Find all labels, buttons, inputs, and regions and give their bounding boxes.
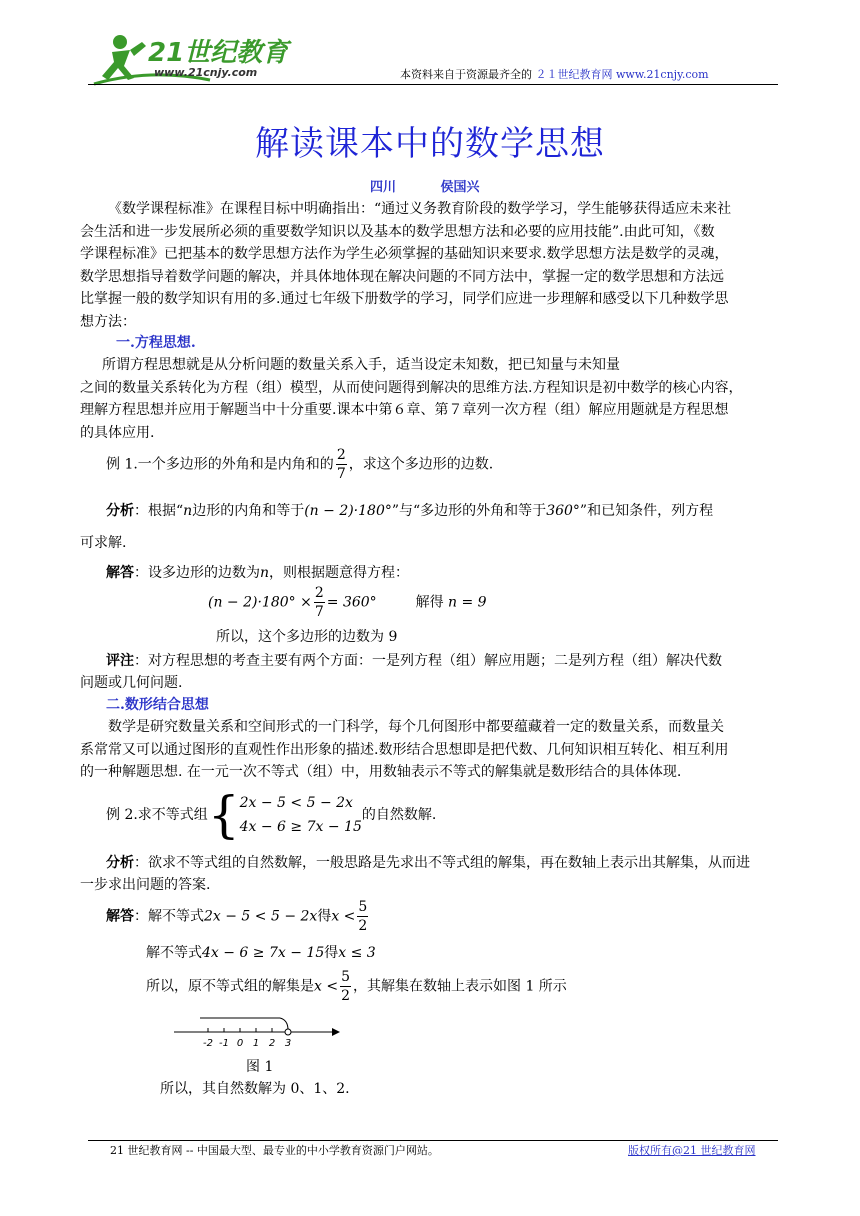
comment1-label: 评注: [106, 653, 134, 669]
final-answer: 所以，其自然数解为 0、1、2.: [160, 1081, 350, 1097]
intro-line: 会生活和进一步发展所必须的重要数学知识以及基本的数学思想方法和必要的应用技能”.由此可知，《数: [80, 223, 715, 240]
source-prefix: 本资料来自于资源最齐全的: [400, 68, 532, 81]
analysis1-label: 分析: [106, 503, 134, 519]
axis-tick-label: 0: [236, 1038, 244, 1049]
site-logo: [90, 30, 310, 90]
axis-tick-label: 2: [268, 1038, 276, 1049]
section1-paragraph: [80, 354, 782, 444]
sol1-fraction: $\frac{5}{2}$: [358, 899, 368, 934]
intro-line: 数学思想指导着数学问题的解决，并具体地体现在解决问题的不同方法中，掌握一定的数学思想和方法远: [80, 268, 724, 285]
answer2-line1: 解答：解不等式2x − 5 < 5 − 2x得x < $\frac{5}{2}$: [106, 899, 368, 934]
inequality-system: [240, 791, 362, 839]
section2-line: 数学是研究数量关系和空间形式的一门科学，每个几何图形中都要蕴藏着一定的数量关系，而数量关: [108, 719, 724, 735]
logo-text: 21世纪教育: [148, 38, 289, 68]
intro-line: 比掌握一般的数学知识有用的多.通过七年级下册数学的学习，同学们应进一步理解和感受以下几种数学思: [80, 291, 729, 307]
intro-line: 想方法：: [80, 313, 136, 330]
section2-paragraph: [80, 716, 782, 784]
solution-ray-end: [280, 1018, 288, 1030]
author-name: 侯国兴: [440, 180, 480, 195]
footer-copyright-link[interactable]: 版权所有@21 世纪教育网: [628, 1144, 756, 1157]
answer2-line3: 所以，原不等式组的解集是x < $\frac{5}{2}$ ，其解集在数轴上表示如图 1 所示: [146, 969, 567, 1004]
inequality-2: 4x − 6 ≥ 7x − 15: [239, 819, 362, 835]
analysis2: 分析：欲求不等式组的自然数解，一般思路是先求出不等式组的解集，再在数轴上表示出其解集，从而进: [106, 855, 750, 871]
example1-fraction: $\frac{2}{7}$: [336, 447, 346, 482]
figure-caption: 图 1: [246, 1059, 274, 1075]
source-url[interactable]: www.21cnjy.com: [616, 68, 709, 81]
number-line-svg: [172, 1012, 342, 1052]
axis-arrow-icon: [332, 1028, 340, 1036]
header-source: [400, 66, 709, 82]
axis-tick-label: 3: [284, 1038, 292, 1049]
section1-line: 的具体应用.: [80, 424, 155, 441]
answer2-label: 解答: [106, 908, 134, 925]
brace-icon: {: [207, 786, 240, 844]
footer-divider: [88, 1140, 778, 1141]
analysis1: 分析：根据“n边形的内角和等于(n − 2)·180°”与“多边形的外角和等于360°”和已知条件，列方程: [106, 503, 714, 519]
section1-line: 理解方程思想并应用于解题当中十分重要.课本中第６章、第７章列一次方程（组）解应用题就是方程思想: [80, 402, 729, 418]
analysis2-label: 分析: [106, 855, 134, 871]
example1: [106, 446, 493, 483]
axis-tick-label: 1: [252, 1038, 260, 1049]
comment1: 评注：对方程思想的考查主要有两个方面：一是列方程（组）解应用题；二是列方程（组）解决代数: [106, 653, 722, 669]
header-divider: [88, 84, 778, 85]
comment1-line2: 问题或几何问题.: [80, 675, 183, 691]
answer1: 解答：设多边形的边数为n，则根据题意得方程：: [106, 565, 410, 581]
intro-line: 学课程标准》已把基本的数学思想方法作为学生必须掌握的基础知识来要求.数学思想方法是数学的灵魂，: [80, 246, 729, 262]
intro-line: 《数学课程标准》在课程目标中明确指出：“通过义务教育阶段的数学学习，学生能够获得适应未来社: [108, 201, 732, 217]
author-province: 四川: [370, 180, 397, 195]
equation1-right: = 360°: [326, 594, 377, 611]
conclusion1: 所以，这个多边形的边数为 9: [216, 629, 398, 645]
open-circle-icon: [285, 1029, 291, 1035]
example2-prefix: 例 2.求不等式组: [106, 807, 208, 823]
author-line: [370, 176, 520, 195]
section1-heading: 一.方程思想.: [116, 335, 196, 351]
equation1: [208, 584, 487, 621]
equation1-solution: n = 9: [448, 594, 487, 611]
example1-suffix: ，求这个多边形的边数.: [348, 456, 494, 473]
section2-heading: 二.数形结合思想: [106, 697, 209, 713]
number-line-figure: [172, 1012, 342, 1052]
axis-tick-label: -2: [203, 1038, 213, 1049]
section2-line: 系常常又可以通过图形的直观性作出形象的描述.数形结合思想即是把代数、几何知识相互转化、相互利用: [80, 741, 729, 758]
example2: [106, 786, 437, 844]
axis-tick-label: -1: [219, 1038, 229, 1049]
section1-line: 之间的数量关系转化为方程（组）模型，从而使问题得到解决的思维方法.方程知识是初中数学的核心内容，: [80, 379, 743, 396]
logo-url: www.21cnjy.com: [154, 66, 258, 79]
analysis2-line2: 一步求出问题的答案.: [80, 877, 211, 893]
intro-paragraph: [80, 198, 782, 333]
footer-text: 21 世纪教育网 -- 中国最大型、最专业的中小学教育资源门户网站。: [110, 1144, 439, 1157]
source-link[interactable]: ２１世纪教育网: [535, 68, 613, 81]
equation1-solve: 解得: [415, 594, 444, 611]
equation1-fraction: $\frac{2}{7}$: [314, 585, 324, 620]
section2-line: 的一种解题思想. 在一元一次不等式（组）中，用数轴表示不等式的解集就是数形结合的具体体现.: [80, 764, 682, 780]
equation1-left: (n − 2)·180° ×: [208, 594, 312, 611]
example1-prefix: 例 1.一个多边形的外角和是内角和的: [106, 456, 334, 473]
page-title: 解读课本中的数学思想: [255, 124, 605, 164]
answer1-label: 解答: [106, 565, 134, 581]
example2-suffix: 的自然数解.: [361, 807, 437, 823]
answer2-line2: 解不等式4x − 6 ≥ 7x − 15得x ≤ 3: [146, 945, 376, 961]
section1-line: 所谓方程思想就是从分析问题的数量关系入手，适当设定未知数，把已知量与未知量: [102, 357, 620, 373]
sol3-fraction: $\frac{5}{2}$: [341, 969, 350, 1004]
analysis1-line2: 可求解.: [80, 535, 127, 551]
inequality-1: 2x − 5 < 5 − 2x: [239, 795, 353, 811]
